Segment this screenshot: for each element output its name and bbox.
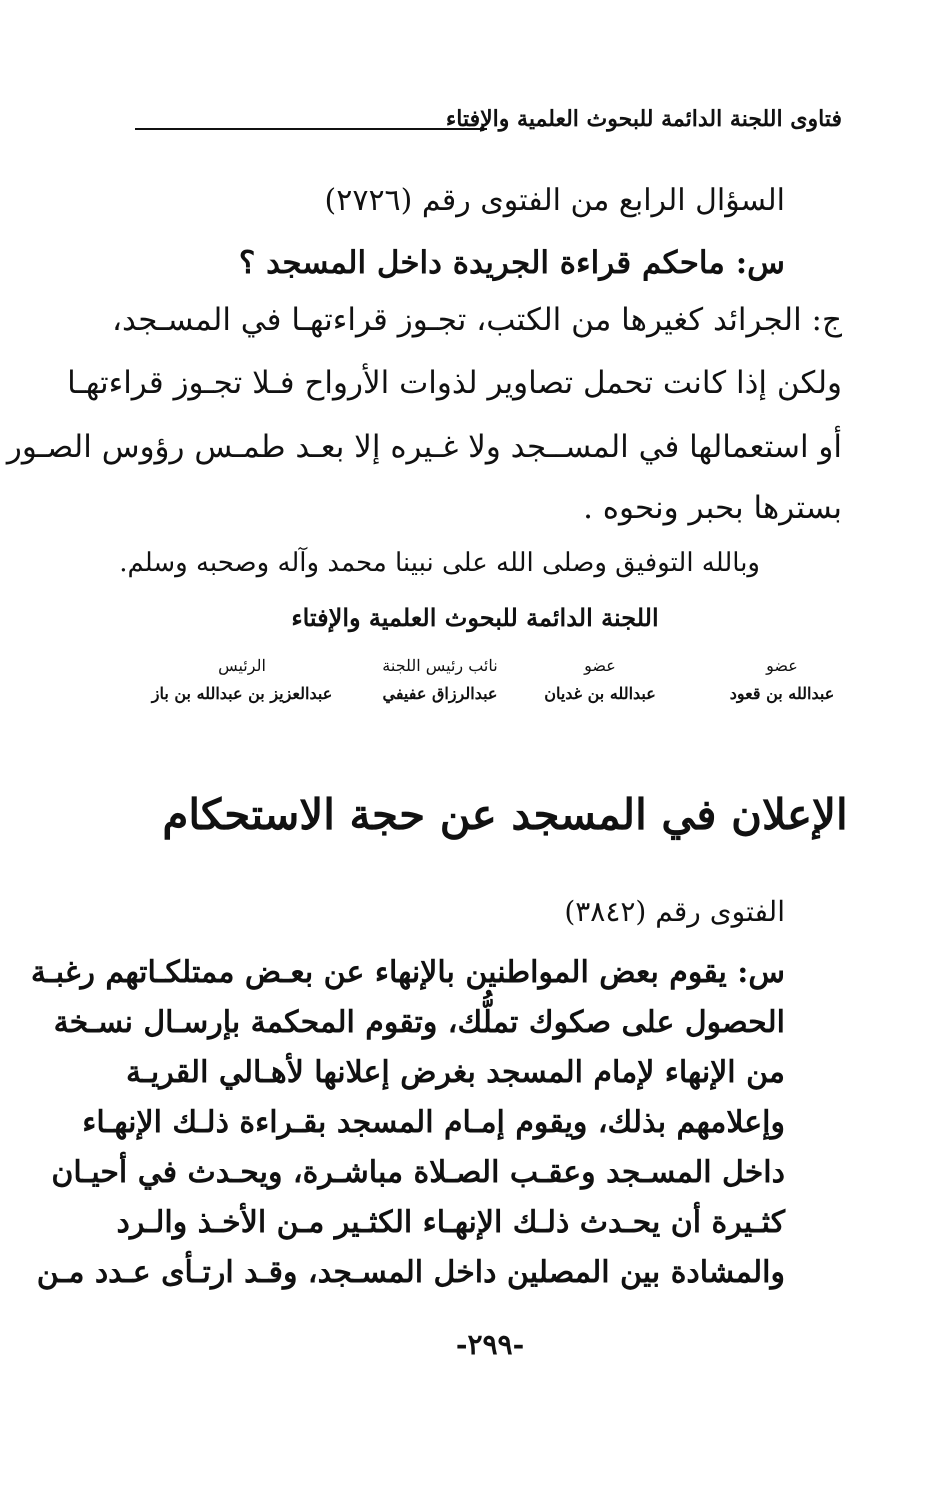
fatwa-1-question: س: ماحكم قراءة الجريدة داخل المسجد ؟ [238, 245, 785, 281]
fatwa-2-question-line: س: يقوم بعض المواطنين بالإنهاء عن بعـض ممتلكـاتهم رغبـة [30, 955, 785, 990]
signature-block [722, 656, 842, 703]
fatwa-1-answer-line: أو استعمالها في المســجد ولا غـيره إلا بعـد طمـس رؤوس الصـور [6, 429, 842, 465]
section-title: الإعلان في المسجد عن حجة الاستحكام [162, 790, 848, 839]
committee-title: اللجنة الدائمة للبحوث العلمية والإفتاء [291, 603, 659, 632]
signature-block [365, 656, 515, 703]
signature-role: عضو [766, 656, 798, 675]
signature-block [525, 656, 675, 703]
signature-name: عبدالرزاق عفيفي [382, 684, 498, 703]
signature-role: نائب رئيس اللجنة [382, 656, 498, 675]
closing-prayer: وبالله التوفيق وصلى الله على نبينا محمد وآله وصحبه وسلم. [119, 548, 760, 578]
fatwa-2-question-line: من الإنهاء لإمام المسجد بغرض إعلانها لأهـالي القريـة [125, 1055, 785, 1090]
fatwa-2-question-line: وإعلامهم بذلك، ويقوم إمـام المسجد بقـراءة ذلـك الإنهـاء [82, 1105, 785, 1140]
header-rule [135, 128, 487, 130]
signature-role: عضو [584, 656, 616, 675]
fatwa-2-question-line: والمشادة بين المصلين داخل المسـجد، وقـد ارتـأى عـدد مـن [36, 1255, 785, 1290]
fatwa-2-question-line: داخل المسـجد وعقـب الصـلاة مباشـرة، ويحـدث في أحيـان [51, 1155, 785, 1190]
fatwa-2-label: الفتوى رقم (٣٨٤٢) [564, 895, 785, 928]
signature-name: عبدالعزيز بن عبدالله بن باز [151, 684, 333, 703]
running-header-title: فتاوى اللجنة الدائمة للبحوث العلمية والإفتاء [445, 106, 842, 132]
signature-name: عبدالله بن قعود [729, 684, 835, 703]
page-number: -٢٩٩- [455, 1328, 525, 1361]
fatwa-1-answer-line: ج: الجرائد كغيرها من الكتب، تجـوز قراءتهـا في المسـجد، [111, 302, 842, 338]
fatwa-1-answer-line: ولكن إذا كانت تحمل تصاوير لذوات الأرواح فـلا تجـوز قراءتهـا [67, 365, 842, 401]
signature-block [142, 656, 342, 703]
fatwa-2-question-line: كثـيرة أن يحـدث ذلـك الإنهـاء الكثـير مـن الأخـذ والـرد [116, 1205, 785, 1240]
signature-role: الرئيس [218, 656, 266, 675]
fatwa-1-label: السؤال الرابع من الفتوى رقم (٢٧٢٦) [324, 183, 785, 218]
signature-name: عبدالله بن غديان [544, 684, 656, 703]
fatwa-2-question-line: الحصول على صكوك تملُّك، وتقوم المحكمة بإرسـال نسـخة [53, 1005, 785, 1040]
fatwa-1-answer-line: بسترها بحبر ونحوه . [583, 490, 842, 526]
